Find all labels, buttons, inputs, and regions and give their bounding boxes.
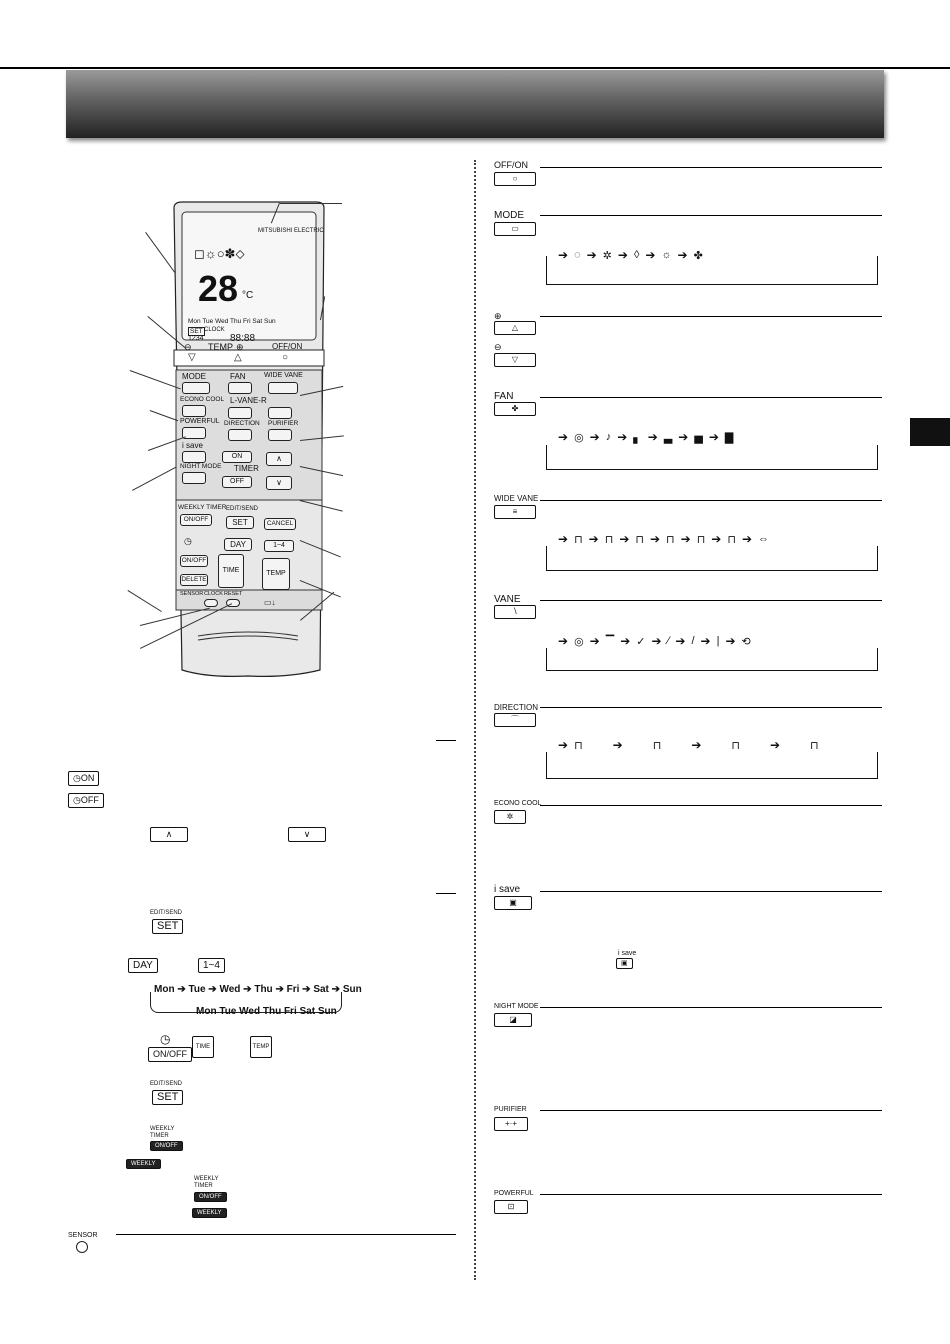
range-button[interactable]: 1~4 — [264, 540, 294, 552]
weekly-timer-legend-label: WEEKLY TIMER — [150, 1126, 175, 1139]
arrow-icon: ➔ — [741, 532, 752, 546]
off-on-label: OFF/ON — [272, 342, 303, 351]
temp-down-icon: ⊖ — [184, 342, 192, 352]
display-clock: CLOCK — [204, 327, 225, 333]
timer-up-button[interactable]: ∧ — [266, 452, 292, 466]
wide-vane-pos4-icon: ⊓ — [666, 533, 675, 546]
rule — [436, 740, 456, 741]
time-legend-button: TIME — [192, 1036, 214, 1058]
battery-icon: ▭↓ — [264, 598, 276, 607]
leader-line — [127, 590, 161, 612]
time-button[interactable]: TIME — [218, 554, 244, 588]
clock-btn-label: CLOCK — [204, 591, 223, 597]
display-unit: °C — [242, 290, 254, 301]
timer-on-text: ON — [80, 773, 95, 783]
rule — [540, 500, 882, 501]
timer-down-button[interactable]: ∨ — [266, 476, 292, 490]
timer-off-button[interactable]: OFF — [222, 476, 252, 488]
timer-label: TIMER — [234, 464, 259, 473]
econo-cool-section-label: ECONO COOL — [494, 800, 542, 807]
purifier-label: PURIFIER — [268, 420, 299, 427]
rule — [540, 397, 882, 398]
arrow-icon: ➔ — [588, 532, 599, 546]
display-program: 1234 — [188, 335, 204, 342]
top-rule — [0, 67, 950, 69]
fan-section-button: ✤ — [494, 402, 536, 416]
rule — [540, 215, 882, 216]
clock-icon: ◷ — [160, 1032, 171, 1046]
arrow-icon: ➔ — [558, 532, 569, 546]
i-save-section-label: i save — [494, 884, 521, 895]
timer-up-legend: ∧ — [150, 827, 188, 842]
direction-section-label: DIRECTION — [494, 703, 538, 712]
vane-section-button: ∖ — [494, 605, 536, 619]
arrow-icon: ➔ — [558, 738, 569, 752]
arrow-icon: ➔ — [620, 634, 631, 648]
weekly-timer-legend-label-2: WEEKLY TIMER — [194, 1176, 219, 1189]
vane-pos3-icon: ∕ — [667, 635, 670, 647]
rule — [540, 707, 882, 708]
timer-down-legend: ∨ — [288, 827, 326, 842]
arrow-icon: ➔ — [558, 430, 569, 444]
arrow-icon: ➔ — [678, 430, 689, 444]
day-thu: Thu — [254, 984, 273, 995]
purifier-section-button: +·+ — [494, 1117, 528, 1131]
day-mon: Mon — [154, 984, 175, 995]
direction-cycle — [552, 738, 819, 752]
wide-vane-section-label: WIDE VANE — [494, 494, 539, 503]
brand-label: MITSUBISHI ELECTRIC — [258, 228, 324, 234]
header-band — [66, 70, 884, 138]
arrow-icon: ➔ — [617, 430, 628, 444]
wide-vane-button[interactable] — [268, 382, 298, 394]
vane-swing-icon: ⟲ — [741, 635, 751, 648]
set-button[interactable]: SET — [226, 516, 254, 529]
clock-on-off-button[interactable]: ON/OFF — [180, 555, 208, 567]
day-tue: Tue — [188, 984, 206, 995]
econo-cool-label: ECONO COOL — [180, 396, 225, 403]
night-mode-section-label: NIGHT MODE — [494, 1003, 539, 1010]
reset-label: RESET — [224, 591, 243, 597]
set-legend-button-2: SET — [152, 1090, 183, 1105]
rule — [540, 1007, 882, 1008]
vane-cycle — [552, 634, 751, 648]
powerful-section-button: ⊡ — [494, 1200, 528, 1214]
day-sun: Sun — [342, 984, 362, 995]
mode-label: MODE — [182, 372, 206, 381]
i-save-inline-button: ▣ — [616, 958, 633, 969]
fan-mode-icon: ✤ — [693, 249, 703, 262]
direction-label: DIRECTION — [224, 420, 260, 427]
day-sat: Sat — [313, 984, 329, 995]
arrow-icon: ➔ — [651, 634, 662, 648]
mode-section-label: MODE — [494, 210, 524, 221]
arrow-icon: ➔ — [558, 248, 569, 262]
arrow-icon: ➔ — [677, 248, 688, 262]
arrow-icon: ➔ — [649, 532, 661, 546]
clock-icon: ◷ — [73, 795, 81, 805]
arrow-icon: ➔ — [558, 634, 569, 648]
temp-up-icon: ⊕ — [236, 342, 244, 352]
set-legend-button: SET — [152, 919, 183, 934]
temp-step-button[interactable]: TEMP — [262, 558, 290, 590]
direction-pos2-icon: ⊓ — [652, 739, 662, 752]
rule — [540, 600, 882, 601]
arrow-icon: ➔ — [647, 430, 658, 444]
sensor-label: SENSOR — [180, 591, 204, 597]
cancel-button[interactable]: CANCEL — [264, 518, 296, 530]
fan-level1-icon: ▖ — [633, 431, 642, 444]
off-on-section-label: OFF/ON — [494, 160, 528, 170]
rule — [540, 167, 882, 168]
dry-mode-icon: ◊ — [633, 249, 640, 261]
vane-pos1-icon: ▔ — [605, 635, 615, 648]
arrow-icon: ➔ — [675, 634, 686, 648]
direction-pos3-icon: ⊓ — [731, 739, 740, 752]
vane-section-label: VANE — [494, 594, 521, 605]
clock-set-button[interactable] — [204, 599, 218, 607]
off-on-section-button: ○ — [494, 172, 536, 186]
rule — [540, 1194, 882, 1195]
temp-label: TEMP — [208, 342, 234, 352]
wide-vane-pos3-icon: ⊓ — [635, 533, 644, 546]
purifier-section-label: PURIFIER — [494, 1106, 527, 1113]
day-fri: Fri — [286, 984, 300, 995]
timer-on-legend — [68, 771, 99, 786]
arrow-icon: ➔ — [725, 634, 736, 648]
vane-pos4-icon: / — [691, 635, 695, 647]
vane-cycle-loop — [546, 648, 878, 671]
vane-pos2-icon: ✓ — [636, 635, 646, 648]
weekly-badge: WEEKLY — [126, 1159, 161, 1169]
leader-line — [280, 203, 342, 204]
night-mode-section-button: ◪ — [494, 1013, 532, 1027]
econo-cool-section-button: ✲ — [494, 810, 526, 824]
delete-button[interactable]: DELETE — [180, 574, 208, 586]
arrow-icon: ➔ — [680, 532, 691, 546]
auto-mode-icon: ◌ — [574, 249, 581, 261]
arrow-icon: ➔ — [645, 248, 656, 262]
arrow-icon: ➔ — [586, 248, 597, 262]
fan-level2-icon: ▃ — [663, 431, 673, 444]
fan-button[interactable] — [228, 382, 252, 394]
powerful-section-label: POWERFUL — [494, 1190, 534, 1197]
sensor-legend-label: SENSOR — [68, 1232, 98, 1239]
timer-on-button[interactable]: ON — [222, 451, 252, 463]
mode-icons-row: ◻☼○✽⬦ — [194, 246, 245, 261]
wide-vane-pos1-icon: ⊓ — [574, 533, 583, 546]
day-legend-button: DAY — [128, 958, 158, 973]
display-set: SET — [190, 328, 203, 335]
days-all: Mon Tue Wed Thu Fri Sat Sun — [196, 1006, 337, 1017]
display-temp: 28 — [198, 268, 239, 309]
weekly-timer-label: WEEKLY TIMER — [178, 504, 227, 511]
on-off-legend-button: ON/OFF — [148, 1047, 192, 1062]
side-tab — [910, 418, 950, 446]
arrow-icon: ➔ — [708, 430, 719, 444]
fan-quiet-icon: ♪ — [605, 431, 612, 443]
direction-button[interactable] — [228, 429, 252, 441]
direction-section-button: ⌒ — [494, 713, 536, 727]
direction-pos1-icon: ⊓ — [574, 739, 583, 752]
temp-legend-button: TEMP — [250, 1036, 272, 1058]
rule — [116, 1234, 456, 1235]
minus-icon: ⊖ — [494, 342, 502, 352]
day-wed: Wed — [219, 984, 241, 995]
powerful-label: POWERFUL — [180, 418, 220, 425]
i-save-label: i save — [182, 441, 203, 450]
wide-vane-swing-icon: ⇔ — [758, 533, 769, 545]
wide-vane-cycle — [552, 532, 769, 546]
fan-label: FAN — [230, 372, 246, 381]
econo-cool-button[interactable] — [182, 405, 206, 417]
i-save-button[interactable] — [182, 451, 206, 463]
direction-pos4-icon: ⊓ — [810, 739, 819, 752]
rule — [540, 316, 882, 317]
heat-mode-icon: ☼ — [661, 249, 672, 261]
weekly-timer-button[interactable]: ON/OFF — [180, 514, 212, 526]
fan-level4-icon: ▇ — [724, 431, 734, 444]
edit-send-label: EDIT/SEND — [226, 506, 259, 512]
arrow-icon: ➔ — [691, 738, 702, 752]
weekly-timer-legend-button: ON/OFF — [150, 1141, 183, 1151]
timer-off-text: OFF — [80, 795, 99, 805]
night-mode-button[interactable] — [182, 472, 206, 484]
temp-down-button[interactable]: ▽ — [188, 352, 196, 363]
weekly-timer-legend-button-2: ON/OFF — [194, 1192, 227, 1202]
fan-auto-icon: ◎ — [574, 431, 584, 444]
arrow-icon: ➔ — [612, 738, 623, 752]
fan-section-label: FAN — [494, 391, 514, 402]
cool-mode-icon: ✲ — [602, 249, 612, 262]
arrow-icon: ➔ — [711, 532, 722, 546]
edit-send-legend-label: EDIT/SEND — [150, 910, 183, 916]
off-on-button[interactable]: ○ — [282, 352, 289, 363]
wide-vane-cycle-loop — [546, 546, 878, 571]
wide-vane-label: WIDE VANE — [264, 372, 303, 379]
wide-vane-pos2-icon: ⊓ — [604, 533, 614, 546]
vane-right-button[interactable] — [268, 407, 292, 419]
sensor-icon — [76, 1241, 88, 1253]
temp-down-section-button: ▽ — [494, 353, 536, 367]
vane-pos5-icon: | — [716, 635, 720, 647]
vane-left-button[interactable] — [228, 407, 252, 419]
vane-auto-icon: ◎ — [574, 635, 584, 648]
arrow-icon: ➔ — [589, 634, 600, 648]
rule — [540, 891, 882, 892]
display-clock-digits: 88:88 — [230, 333, 256, 344]
edit-send-legend-label-2: EDIT/SEND — [150, 1081, 183, 1087]
arrow-icon: ➔ — [589, 430, 600, 444]
clock-icon: ◷ — [184, 536, 192, 546]
purifier-button[interactable] — [268, 429, 292, 441]
i-save-inline-label: i save — [618, 950, 637, 957]
rule — [436, 893, 456, 894]
direction-cycle-loop — [546, 752, 878, 779]
fan-cycle — [552, 430, 733, 444]
clock-icon: ◷ — [73, 773, 81, 783]
wide-vane-section-button: ≡ — [494, 505, 536, 519]
wide-vane-pos6-icon: ⊓ — [727, 533, 736, 546]
plus-icon: ⊕ — [494, 311, 502, 321]
day-button[interactable]: DAY — [224, 538, 252, 551]
rule — [540, 1110, 882, 1111]
mode-button[interactable] — [182, 382, 210, 394]
arrow-icon: ➔ — [619, 532, 630, 546]
wide-vane-pos5-icon: ⊓ — [696, 533, 706, 546]
range-legend-button: 1~4 — [198, 958, 225, 973]
timer-off-legend — [68, 793, 104, 808]
night-mode-label: NIGHT MODE — [180, 463, 222, 470]
arrow-icon: ➔ — [700, 634, 711, 648]
display-days: Mon Tue Wed Thu Fri Sat Sun — [188, 318, 276, 325]
temp-up-section-button: △ — [494, 321, 536, 335]
arrow-icon: ➔ — [617, 248, 628, 262]
column-divider — [474, 160, 476, 1280]
days-cycle: Mon ➔ Tue ➔ Wed ➔ Thu ➔ Fri ➔ Sat ➔ Sun — [154, 984, 362, 995]
mode-cycle — [552, 248, 703, 262]
rule — [540, 805, 882, 806]
l-vane-r-label: L-VANE-R — [230, 396, 267, 405]
temp-up-button[interactable]: △ — [234, 352, 242, 363]
fan-cycle-loop — [546, 445, 878, 470]
i-save-section-button: ▣ — [494, 896, 532, 910]
mode-section-button: ▭ — [494, 222, 536, 236]
weekly-badge-2: WEEKLY — [192, 1208, 227, 1218]
arrow-icon: ➔ — [769, 738, 781, 752]
fan-level3-icon: ▅ — [694, 431, 703, 444]
